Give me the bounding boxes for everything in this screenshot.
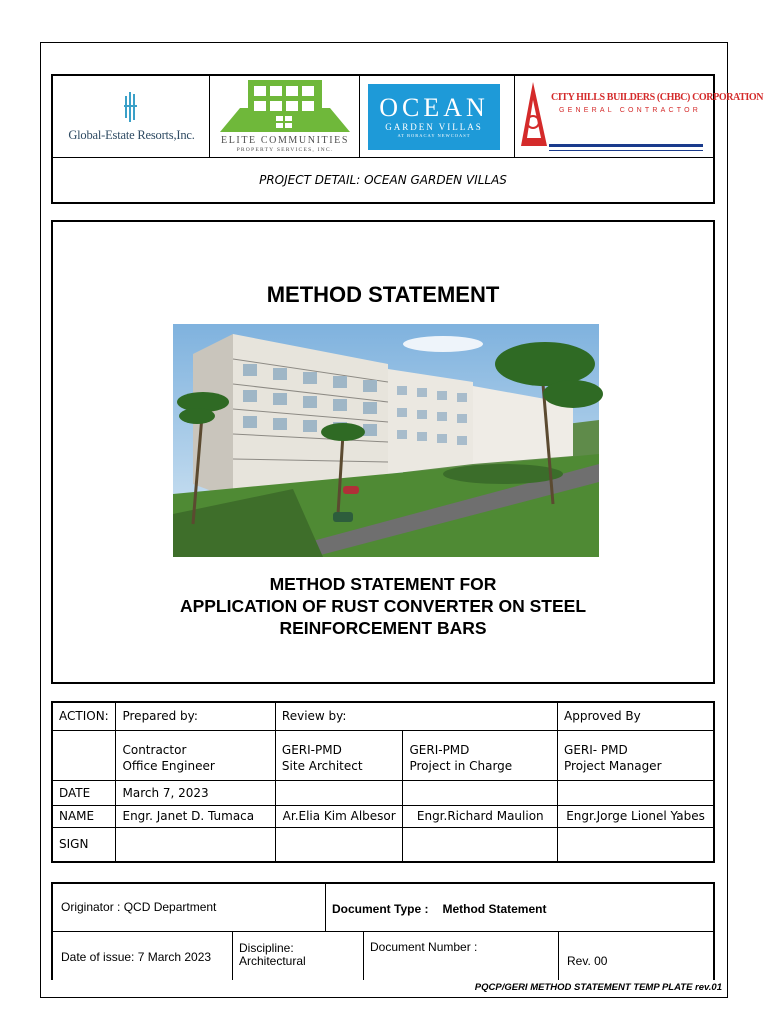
signature-cell (558, 827, 714, 862)
header-logo-table (51, 74, 764, 204)
ocean-sub: GARDEN VILLAS (385, 122, 483, 132)
discipline (233, 932, 364, 980)
role-org: GERI-PMD (409, 743, 470, 757)
signature-cell (116, 827, 275, 862)
building-photo (173, 324, 599, 557)
originator: Originator : QCD Department (53, 884, 326, 932)
name-label: NAME (52, 805, 116, 827)
ocean-sub2: AT BORACAY NEWCOAST (397, 133, 471, 138)
discipline-label: Discipline: (239, 941, 294, 955)
chbc-mark-icon (519, 80, 549, 148)
table-row (52, 730, 714, 780)
role-org: GERI-PMD (281, 743, 342, 757)
chbc-subtitle: GENERAL CONTRACTOR (559, 107, 701, 114)
project-detail: PROJECT DETAIL: OCEAN GARDEN VILLAS (259, 173, 507, 187)
approved-by-label: Approved By (558, 702, 714, 730)
role-title: Project Manager (564, 759, 662, 773)
role-cell (558, 730, 714, 780)
ocean-garden-villas-logo (360, 76, 515, 158)
chbc-rule-thick (549, 144, 703, 147)
method-statement-subtitle (53, 573, 713, 639)
signature-cell (275, 827, 403, 862)
document-title: METHOD STATEMENT (266, 282, 500, 307)
chbc-rule-thin (549, 150, 703, 151)
name-cell: Ar.Elia Kim Albesor (275, 805, 403, 827)
action-label: ACTION: (52, 702, 116, 730)
global-estate-name: Global-Estate Resorts,Inc. (68, 128, 195, 142)
sign-label: SIGN (52, 827, 116, 862)
table-cell (52, 730, 116, 780)
table-cell (558, 780, 714, 805)
building-photo-image (173, 324, 599, 557)
table-row (52, 805, 714, 827)
role-cell (116, 730, 275, 780)
city-hills-builders-logo (515, 76, 764, 158)
role-cell (275, 730, 403, 780)
role-org: Contractor (122, 743, 187, 757)
building-icon (218, 78, 352, 134)
table-cell (275, 780, 403, 805)
subtitle-line1: METHOD STATEMENT FOR (269, 574, 497, 594)
elite-communities-wordmark (214, 136, 356, 154)
role-cell (403, 730, 558, 780)
approval-table (51, 701, 715, 863)
elite-line1: ELITE COMMUNITIES (220, 135, 350, 146)
global-estate-mark-icon (124, 90, 138, 124)
name-cell: Engr.Jorge Lionel Yabes (558, 805, 714, 827)
document-type (326, 884, 713, 932)
document-number: Document Number : (364, 932, 559, 980)
footer-template-note: PQCP/GERI METHOD STATEMENT TEMP PLATE rev.01 (474, 982, 722, 993)
name-cell: Engr. Janet D. Tumaca (116, 805, 275, 827)
document-type-label: Document Type : (332, 902, 429, 916)
role-title: Site Architect (281, 759, 363, 773)
subtitle-line2: APPLICATION OF RUST CONVERTER ON STEEL (179, 596, 587, 616)
revision: Rev. 00 (567, 954, 608, 968)
title-box (51, 220, 715, 684)
logo-row (53, 76, 764, 158)
discipline-value: Architectural (239, 954, 306, 968)
document-type-value: Method Statement (442, 902, 547, 916)
date-of-issue: Date of issue: 7 March 2023 (53, 932, 233, 980)
document-info-table (51, 882, 715, 980)
elite-communities-logo (210, 76, 360, 158)
table-cell (403, 780, 558, 805)
date-value: March 7, 2023 (116, 780, 275, 805)
ocean-word: OCEAN (379, 93, 489, 122)
signature-cell (403, 827, 558, 862)
prepared-by-label: Prepared by: (116, 702, 275, 730)
role-org: GERI- PMD (564, 743, 628, 757)
subtitle-line3: REINFORCEMENT BARS (279, 618, 487, 638)
role-title: Office Engineer (122, 759, 215, 773)
date-label: DATE (52, 780, 116, 805)
global-estate-logo (53, 76, 210, 158)
table-row (52, 702, 714, 730)
table-row (52, 827, 714, 862)
review-by-label: Review by: (275, 702, 557, 730)
role-title: Project in Charge (409, 759, 513, 773)
name-cell: Engr.Richard Maulion (403, 805, 558, 827)
elite-line2: PROPERTY SERVICES, INC. (236, 147, 334, 153)
chbc-title: CITY HILLS BUILDERS (CHBC) CORPORATION (551, 92, 764, 103)
ocean-logo-box (368, 84, 500, 150)
table-row (52, 780, 714, 805)
